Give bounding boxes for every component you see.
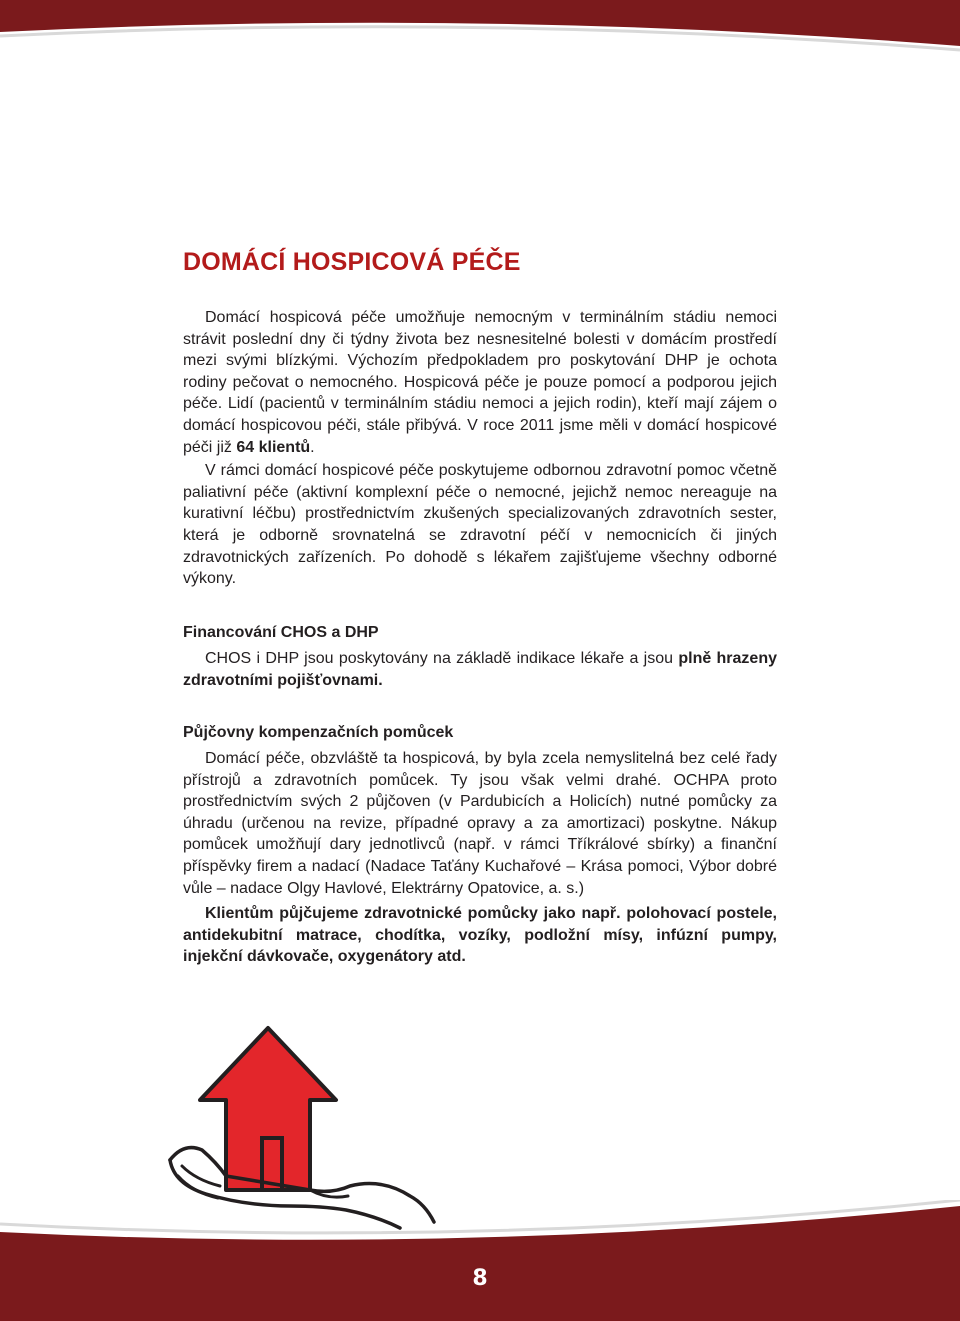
page-number: 8 [472,1266,488,1291]
financing-highlight: plně hrazeny zdravotními pojišťovnami. [183,650,778,689]
financing-paragraph [183,648,777,691]
intro-end: . [310,438,315,456]
client-count: 64 klientů [236,438,311,456]
top-decorative-band [0,0,960,100]
rental-heading: Půjčovny kompenzačních pomůcek [183,723,454,741]
financing-heading: Financování CHOS a DHP [183,623,379,641]
rental-paragraph: Domácí péče, obzvláště ta hospicová, by byla zcela nemyslitelná bez celé řady přístrojů a zdravotních pomůcek. Ty jsou však velmi drahé. OCHPA proto prostřednictvím svých 2 půjčoven (v Pardubicích a Holicích) nutné pomůcky za úhradu (určenou na revize, případné opravy a za amortizaci) poskytne. Nákup pomůcek umožňují dary jednotlivců (např. v rámci Tříkrálové sbírky) a finanční příspěvky firem a nadací (Nadace Taťány Kuchařové – Krása pomoci, Výbor dobré vůle – nadace Olgy Havlové, Elektrárny Opatovice, a. s.) [183,750,777,897]
rental-note: Klientům půjčujeme zdravotnické pomůcky jako např. polohovací postele, antidekubitní matrace, chodítka, vozíky, podložní mísy, infúzní pumpy, injekční dávkovače, oxygenátory atd. [183,905,777,966]
care-paragraph: V rámci domácí hospicové péče poskytujeme odbornou zdravotní pomoc včetně paliativní péče (aktivní komplexní péče o nemocné, jejichž nemoc nereaguje na kurativní léčbu) prostřednictvím zkušených specializovaných zdravotních sester, která je odborně srovnatelná se zdravotní péčí v nemocnicích či jiných zdravotnických zařízeních. Po dohodě s lékařem zajišťujeme všechny odborné výkony. [183,462,777,588]
intro-paragraph [183,307,777,458]
main-content [183,307,777,968]
intro-text: Domácí hospicová péče umožňuje nemocným v terminálním stádiu nemoci strávit poslední dny či týdny života bez nesnesitelné bolesti v domácím prostředí mezi svými blízkými. Výchozím předpokladem pro poskytování DHP je ochota rodiny pečovat o nemocného. Hospicová péče je pouze pomocí a podporou jejich péče. Lidí (pacientů v terminálním stádiu nemoci a jejich rodin), kteří mají zájem o domácí hospicovou péči, stále přibývá. V roce 2011 jsme měli v domácí hospicové péči již [183,309,777,456]
page-title: DOMÁCÍ HOSPICOVÁ PÉČE [183,248,521,276]
house-in-hand-icon [150,1010,450,1230]
financing-text: CHOS i DHP jsou poskytovány na základě indikace lékaře a jsou [205,650,679,668]
bottom-decorative-band [0,1200,960,1321]
